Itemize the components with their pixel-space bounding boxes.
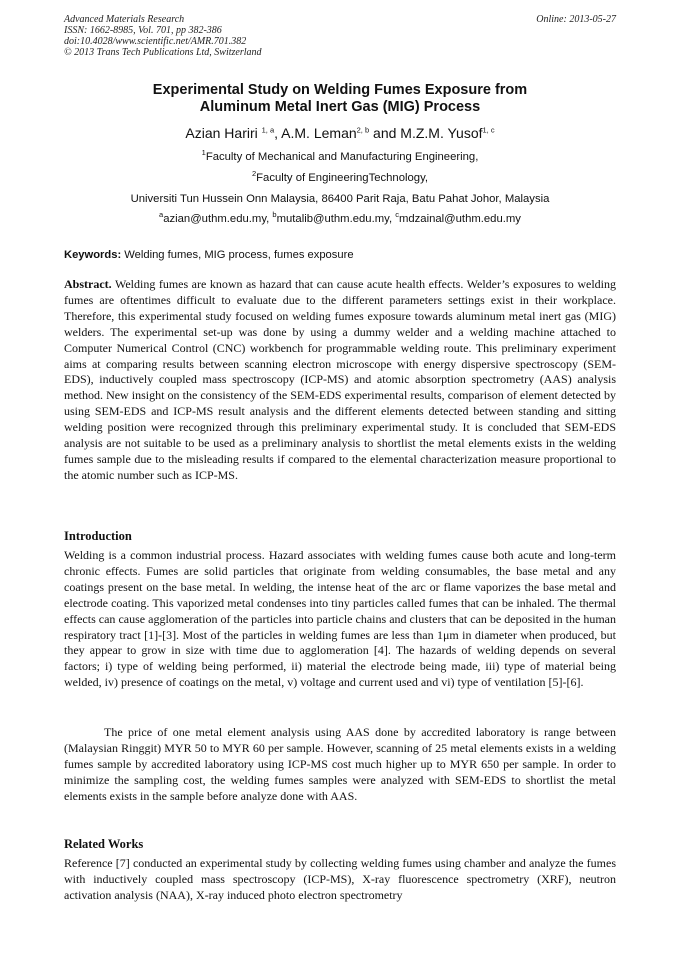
affiliation-1-text: Faculty of Mechanical and Manufacturing Engineering, (205, 151, 479, 163)
email-b: mutalib@uthm.edu.my, (276, 213, 396, 225)
introduction-heading: Introduction (64, 529, 132, 543)
related-works-paragraph-1: Reference [7] conducted an experimental study by collecting welding fumes using chamber and analyze the fumes with inductively coupled mass spectroscopy (ICP-MS), X-ray fluorescence spectrometry (XRF), neutron activation analysis (NAA), X-ray induced photo electron spectrometry (64, 856, 616, 902)
doi: doi:10.4028/www.scientific.net/AMR.701.382 (64, 36, 247, 47)
online-date: Online: 2013-05-27 (536, 14, 616, 25)
affiliation-2-text: Faculty of EngineeringTechnology, (256, 172, 429, 184)
author-2: , A.M. Leman (274, 125, 357, 141)
email-a-marker: a (159, 210, 164, 220)
abstract-text: Welding fumes are known as hazard that can cause acute health effects. Welder’s exposures to welding fumes are oftentimes difficult to evaluate due to the different parameters settings exist in their workplace. Therefore, this experimental study focused on welding fumes exposure towards aluminum metal inert gas (MIG) welders. The experimental set-up was done by using a dummy welder and a welding machine attached to Computer Numerical Control (CNC) workbench for programmable welding route. This preliminary experiment aims at comparing results between scanning electron microscope with energy dispersive spectroscopy (SEM-EDS), inductively coupled mass spectroscopy (ICP-MS) and atomic absorption spectrometry (AAS) analysis method. New insight on the consistency of the SEM-EDS experimental results, comparison of element detected by using SEM-EDS and ICP-MS result analysis and the different elements detected between standing and sitting welding position were recognized through this preliminary experimental study. It is concluded that SEM-EDS analysis are not suitable to be used as a preliminary analysis to shortlist the metal elements exists in the welding fumes sample due to the misleading results if compared to the elemental characterization measure proportional to the atomic number such as ICP-MS. (64, 277, 616, 482)
title-line-2: Aluminum Metal Inert Gas (MIG) Process (199, 99, 481, 115)
keywords-label: Keywords: (64, 249, 122, 261)
affiliation-1-marker: 1 (201, 148, 206, 158)
copyright: © 2013 Trans Tech Publications Ltd, Switzerland (64, 47, 262, 58)
email-a: azian@uthm.edu.my, (163, 213, 273, 225)
abstract (64, 277, 616, 484)
keywords-text: Welding fumes, MIG process, fumes exposure (121, 249, 354, 261)
email-b-marker: b (272, 210, 277, 220)
abstract-label: Abstract. (64, 277, 112, 291)
author-emails (64, 210, 616, 226)
email-c: mdzainal@uthm.edu.my (398, 213, 521, 225)
related-works-heading: Related Works (64, 837, 144, 851)
introduction-paragraph-2: The price of one metal element analysis using AAS done by accredited laboratory is range between (Malaysian Ringgit) MYR 50 to MYR 60 per sample. However, scanning of 25 metal elements exists in a welding fumes sample by accredited laboratory using ICP-MS cost much higher up to MYR 650 per sample. In order to minimize the sampling cost, the welding fumes samples were analyzed with SEM-EDS to shortlist the metal elements exists in the sample before analyze done with AAS. (64, 725, 616, 803)
author-3-affiliation: 1, c (482, 125, 495, 135)
journal-header (64, 14, 616, 58)
author-1-affiliation: 1, a (261, 125, 275, 135)
author-list (64, 125, 616, 141)
author-3: and M.Z.M. Yusof (369, 125, 483, 141)
email-c-marker: c (395, 210, 399, 220)
affiliation-3: Universiti Tun Hussein Onn Malaysia, 86400 Parit Raja, Batu Pahat Johor, Malaysia (130, 193, 550, 205)
title-line-1: Experimental Study on Welding Fumes Exposure from (152, 82, 528, 98)
keywords (64, 249, 616, 262)
author-2-affiliation: 2, b (356, 125, 370, 135)
author-1: Azian Hariri (185, 125, 258, 141)
affiliation-2-marker: 2 (251, 169, 257, 179)
affiliation-2 (64, 169, 616, 185)
journal-name: Advanced Materials Research (64, 14, 185, 25)
issn: ISSN: 1662-8985, Vol. 701, pp 382-386 (64, 25, 222, 36)
paper-title (64, 82, 616, 116)
affiliation-1 (64, 148, 616, 164)
introduction-paragraph-1: Welding is a common industrial process. Hazard associates with welding fumes cause both acute and long-term chronic effects. Fumes are solid particles that originate from welding consumables, the base metal and any coatings present on the base metal. In welding, the intense heat of the arc or flame vaporizes the base metal and electrode coating. This vaporized metal condenses into tiny particles called fumes that can be inhaled. The thermal effects can cause agglomeration of the particles into particle chains and clusters that can be deposited in the human respiratory tract [1]-[3]. Most of the particles in welding fumes are less than 1μm in diameter when produced, but they appear to grow in size with time due to agglomeration [4]. The hazards of welding depends on several factors; i) type of welding being performed, ii) material the electrode being made, iii) type of material being welded, iv) presence of coatings on the metal, v) voltage and current used and vi) type of ventilation [5]-[6]. (64, 548, 616, 690)
